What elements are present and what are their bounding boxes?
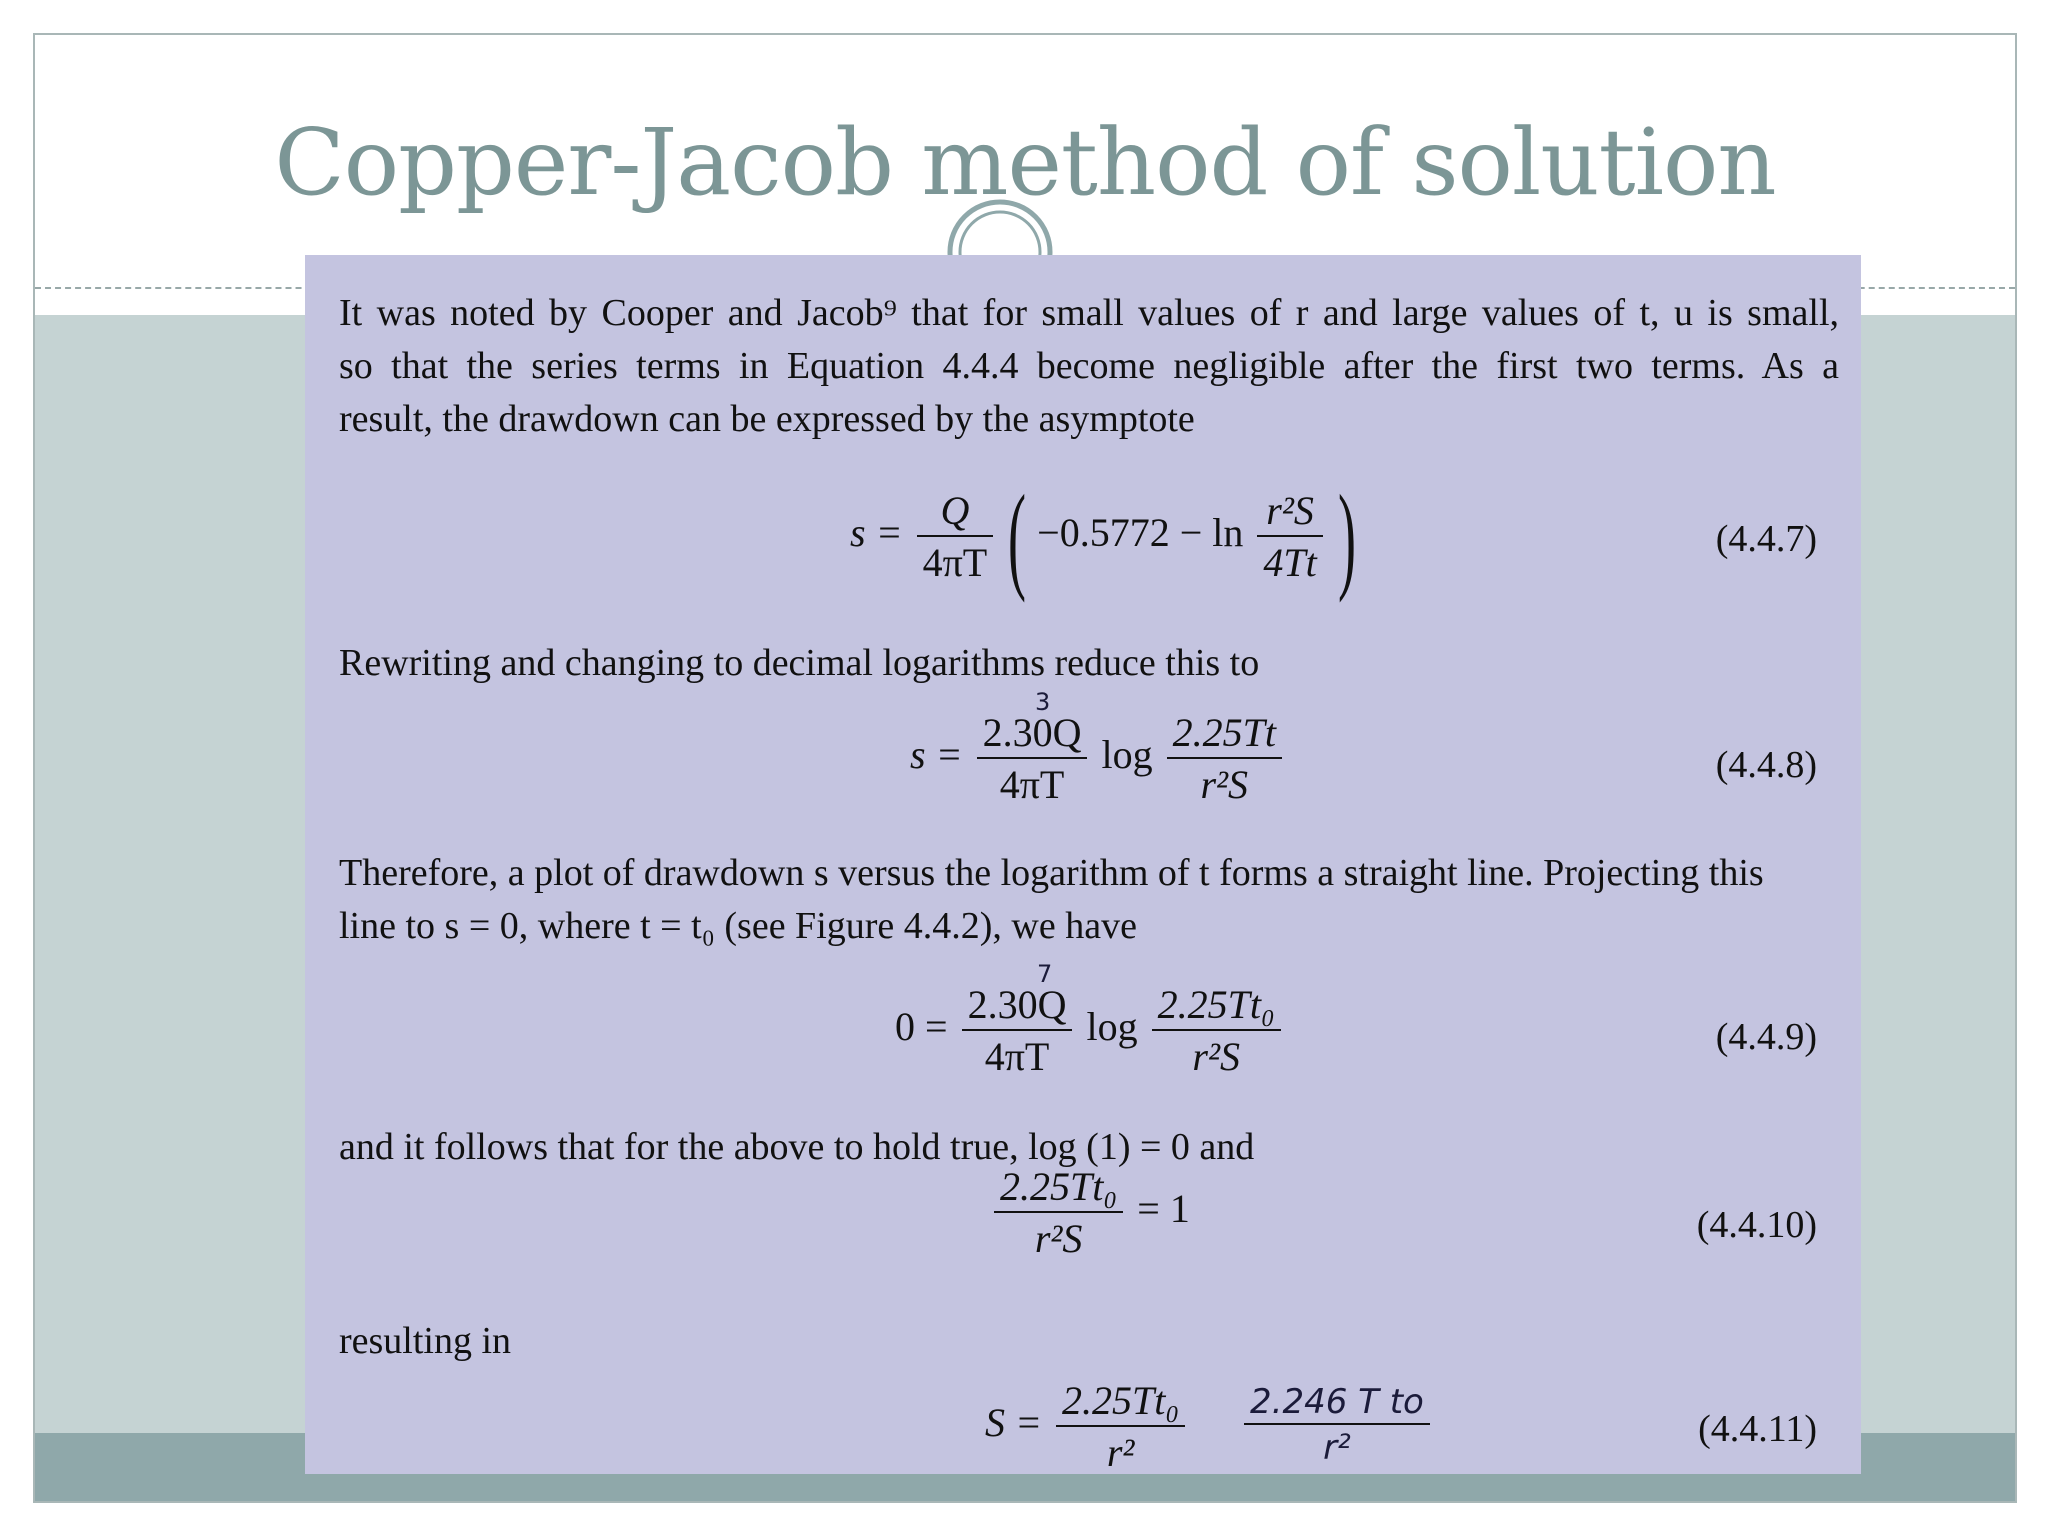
eq4410-rhs: = 1 <box>1137 1186 1190 1232</box>
eq449-log: log <box>1086 1004 1138 1050</box>
eq447-frac-den: 4πT <box>922 540 988 585</box>
eq449-arg-num: 2.25Tt₀ <box>1152 985 1281 1031</box>
equation-4-4-10 <box>990 1164 1190 1261</box>
equation-number-4-4-10: (4.4.10) <box>1696 1204 1817 1246</box>
eq449-lhs: 0 = <box>895 1004 948 1050</box>
eq447-right-paren: ) <box>1337 470 1356 603</box>
eq448-frac-num: 2.30Q <box>977 713 1088 759</box>
eq4411-fraction <box>1056 1378 1185 1475</box>
eq447-left-paren: ( <box>1008 470 1027 603</box>
slide-title: Copper-Jacob method of solution <box>274 109 1776 216</box>
eq4410-frac-num: 2.25Tt₀ <box>994 1167 1123 1213</box>
eq447-constant: −0.5772 − ln <box>1037 510 1244 556</box>
eq449-frac-num: 2.30Q <box>962 985 1073 1031</box>
paragraph-therefore-line-1: Therefore, a plot of drawdown s versus the logarithm of t forms a straight line. Projecting this <box>339 852 1764 894</box>
eq448-handwritten-mark: 3 <box>1035 688 1051 716</box>
eq4411-frac-num: 2.25Tt₀ <box>1056 1381 1185 1427</box>
equation-4-4-8 <box>910 710 1286 807</box>
eq448-arg-num: 2.25Tt <box>1167 713 1282 759</box>
equation-4-4-9 <box>895 982 1285 1079</box>
eq448-log-argument <box>1167 710 1282 807</box>
paragraph-intro-line-3: result, the drawdown can be expressed by the asymptote <box>339 398 1195 440</box>
eq448-arg-den: r²S <box>1200 762 1249 807</box>
paragraph-intro-line-1: It was noted by Cooper and Jacob⁹ that for small values of r and large values of t, u is small, <box>339 292 1839 334</box>
eq448-lhs: s = <box>910 732 963 778</box>
equation-number-4-4-7: (4.4.7) <box>1715 518 1817 560</box>
eq4411-handwritten-fraction <box>1244 1382 1430 1468</box>
equation-number-4-4-8: (4.4.8) <box>1715 744 1817 786</box>
paragraph-intro-line-2: so that the series terms in Equation 4.4.4 become negligible after the first two terms. As a <box>339 345 1839 387</box>
paragraph-therefore-line-2: line to s = 0, where t = t₀ (see Figure 4.4.2), we have <box>339 905 1137 947</box>
eq449-frac-den: 4πT <box>984 1034 1050 1079</box>
eq447-frac-num: Q <box>917 491 994 537</box>
paragraph-it-follows: and it follows that for the above to hold true, log (1) = 0 and <box>339 1126 1255 1168</box>
eq4411-handwritten-num: 2.246 T to <box>1244 1385 1430 1425</box>
equation-4-4-11 <box>985 1378 1189 1475</box>
eq449-handwritten-mark: 7 <box>1037 960 1053 988</box>
scanned-page <box>305 255 1861 1474</box>
eq4411-lhs: S = <box>985 1400 1042 1446</box>
paragraph-resulting-in: resulting in <box>339 1320 512 1362</box>
eq4410-fraction <box>994 1164 1123 1261</box>
eq4411-handwritten-den: r² <box>1323 1428 1351 1468</box>
equation-4-4-7 <box>850 470 1367 603</box>
equation-number-4-4-9: (4.4.9) <box>1715 1016 1817 1058</box>
eq448-log: log <box>1101 732 1153 778</box>
paragraph-rewriting: Rewriting and changing to decimal logarithms reduce this to <box>339 642 1260 684</box>
eq447-lhs: s = <box>850 510 903 556</box>
eq448-fraction <box>977 710 1088 807</box>
eq4410-frac-den: r²S <box>1034 1216 1083 1261</box>
eq447-inner-num: r²S <box>1257 491 1322 537</box>
eq4411-frac-den: r² <box>1106 1430 1135 1475</box>
eq448-frac-den: 4πT <box>999 762 1065 807</box>
equation-number-4-4-11: (4.4.11) <box>1698 1408 1817 1450</box>
eq4411-handwritten-note <box>1240 1382 1434 1468</box>
eq449-fraction <box>962 982 1073 1079</box>
eq447-inner-den: 4Tt <box>1263 540 1317 585</box>
eq449-log-argument <box>1152 982 1281 1079</box>
eq449-arg-den: r²S <box>1192 1034 1240 1079</box>
eq447-fraction <box>917 488 994 585</box>
eq447-inner-fraction <box>1257 488 1322 585</box>
